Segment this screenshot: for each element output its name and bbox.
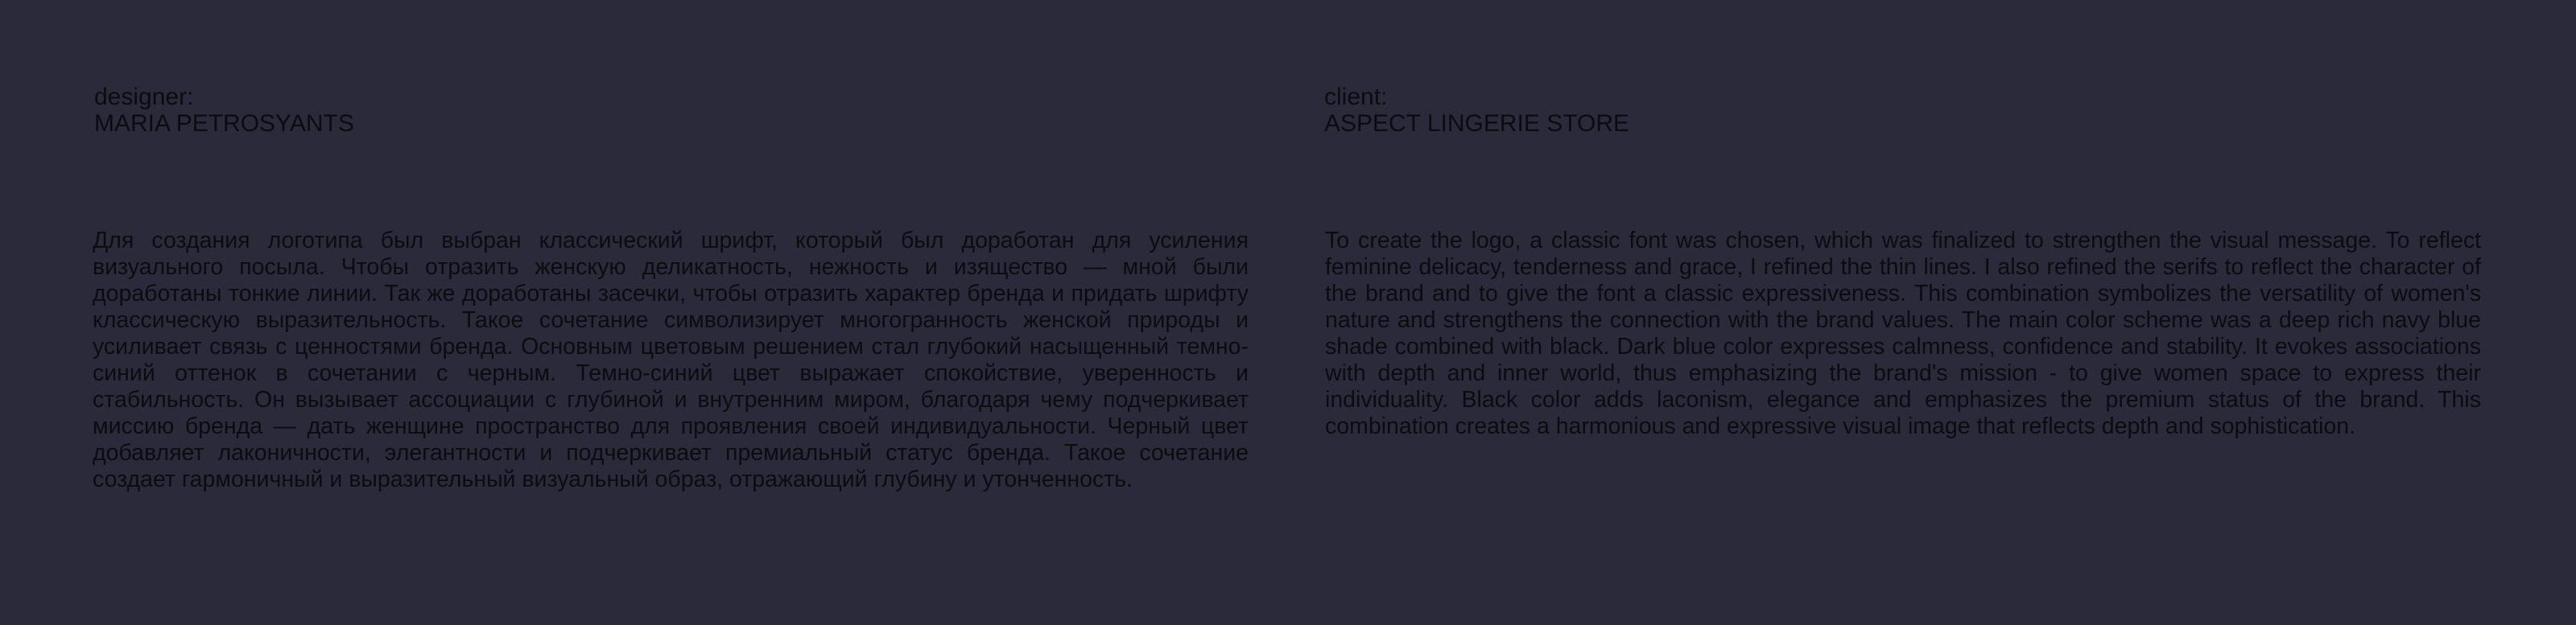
client-credit — [1324, 84, 1629, 137]
designer-credit — [94, 84, 354, 137]
designer-name: MARIA PETROSYANTS — [94, 110, 354, 137]
description-russian: Для создания логотипа был выбран классический шрифт, который был доработан для усиления визуального посыла. Чтобы отразить женскую деликатность, нежность и изящество — мной были доработаны тонкие линии. Так же доработаны засечки, чтобы отразить характер бренда и придать шрифту классическую выразительность. Такое сочетание символизирует многогранность женской природы и усиливает связь с ценностями бренда. Основным цветовым решением стал глубокий насыщенный темно-синий оттенок в сочетании с черным. Темно-синий цвет выражает спокойствие, уверенность и стабильность. Он вызывает ассоциации с глубиной и внутренним миром, благодаря чему подчеркивает миссию бренда — дать женщине пространство для проявления своей индивидуальности. Черный цвет добавляет лаконичности, элегантности и подчеркивает премиальный статус бренда. Такое сочетание создает гармоничный и выразительный визуальный образ, отражающий глубину и утонченность. — [93, 228, 1249, 492]
description-english: To create the logo, a classic font was chosen, which was finalized to strengthen the visual message. To reflect feminine delicacy, tenderness and grace, I refined the thin lines. I also refined the serifs to reflect the character of the brand and to give the font a classic expressiveness. This combination symbolizes the versatility of women's nature and strengthens the connection with the brand values. The main color scheme was a deep rich navy blue shade combined with black. Dark blue color expresses calmness, confidence and stability. It evokes associations with depth and inner world, thus emphasizing the brand's mission - to give women space to express their individuality. Black color adds laconism, elegance and emphasizes the premium status of the brand. This combination creates a harmonious and expressive visual image that reflects depth and sophistication. — [1325, 228, 2481, 439]
designer-label: designer: — [94, 84, 194, 110]
client-name: ASPECT LINGERIE STORE — [1324, 110, 1629, 137]
client-label: client: — [1324, 84, 1388, 110]
